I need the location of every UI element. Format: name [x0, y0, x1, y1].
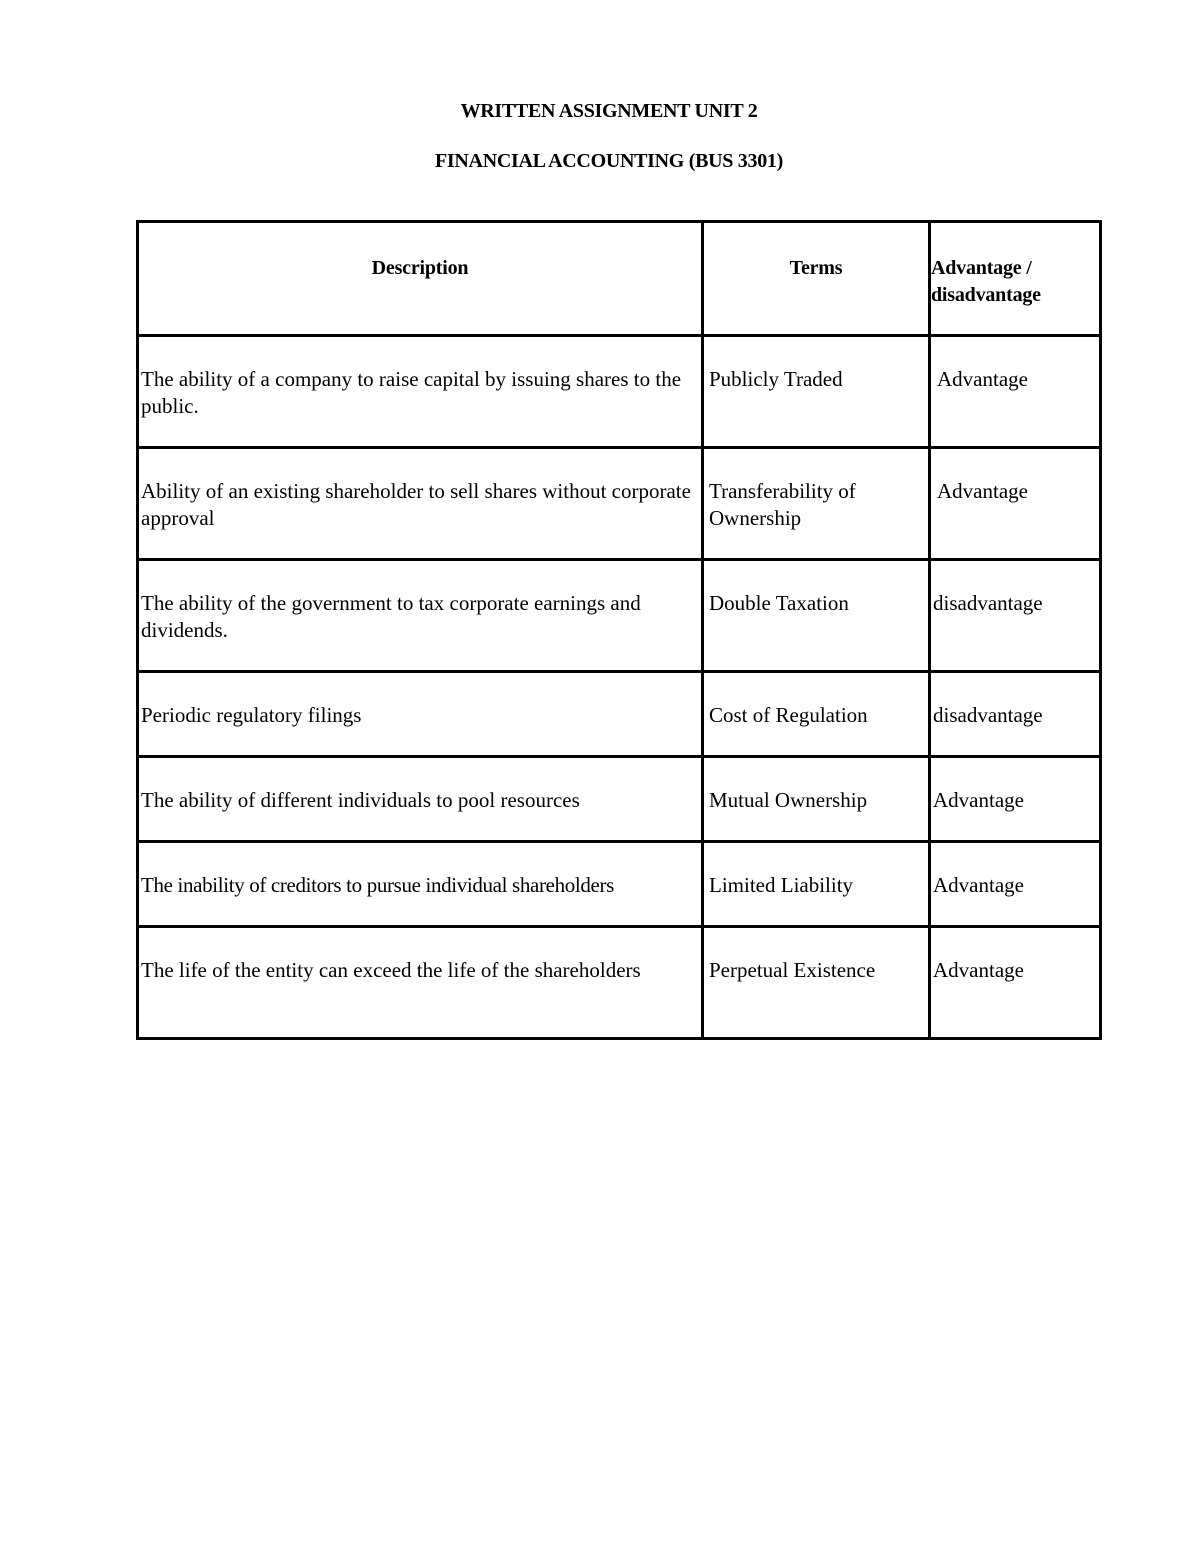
- row-assessment: disadvantage: [930, 560, 1101, 672]
- row-term: Limited Liability: [703, 842, 930, 927]
- table-row: [138, 672, 1101, 757]
- row-description: Ability of an existing shareholder to sell shares without corporate approval: [138, 448, 703, 560]
- table-row: [138, 336, 1101, 448]
- row-term: Double Taxation: [703, 560, 930, 672]
- row-assessment: Advantage: [930, 336, 1101, 448]
- row-assessment: Advantage: [930, 448, 1101, 560]
- header-terms: Terms: [703, 222, 930, 336]
- row-description: The ability of the government to tax corporate earnings and dividends.: [138, 560, 703, 672]
- table-row: [138, 560, 1101, 672]
- row-term: Perpetual Existence: [703, 927, 930, 1039]
- course-title: FINANCIAL ACCOUNTING (BUS 3301): [435, 150, 783, 172]
- table-row: [138, 757, 1101, 842]
- row-description: Periodic regulatory filings: [138, 672, 703, 757]
- row-term: Transferability of Ownership: [703, 448, 930, 560]
- row-description: The life of the entity can exceed the life of the shareholders: [138, 927, 703, 1039]
- table-row: [138, 842, 1101, 927]
- document-title: WRITTEN ASSIGNMENT UNIT 2: [460, 100, 758, 122]
- row-assessment: Advantage: [930, 757, 1101, 842]
- row-assessment: Advantage: [930, 842, 1101, 927]
- row-assessment: Advantage: [930, 927, 1101, 1039]
- table-row: [138, 927, 1101, 1039]
- row-assessment: disadvantage: [930, 672, 1101, 757]
- header-advantage: [930, 222, 1101, 336]
- row-term: Publicly Traded: [703, 336, 930, 448]
- corporation-characteristics-table: [136, 220, 1102, 1040]
- header-advantage-line-2: disadvantage: [931, 284, 1041, 306]
- header-description: Description: [138, 222, 703, 336]
- table-row: [138, 448, 1101, 560]
- row-term: Cost of Regulation: [703, 672, 930, 757]
- row-term: Mutual Ownership: [703, 757, 930, 842]
- row-description: The ability of a company to raise capital by issuing shares to the public.: [138, 336, 703, 448]
- table-header-row: [138, 222, 1101, 336]
- row-description: The ability of different individuals to pool resources: [138, 757, 703, 842]
- row-description: The inability of creditors to pursue individual shareholders: [138, 842, 703, 927]
- header-advantage-line-1: Advantage /: [931, 257, 1032, 279]
